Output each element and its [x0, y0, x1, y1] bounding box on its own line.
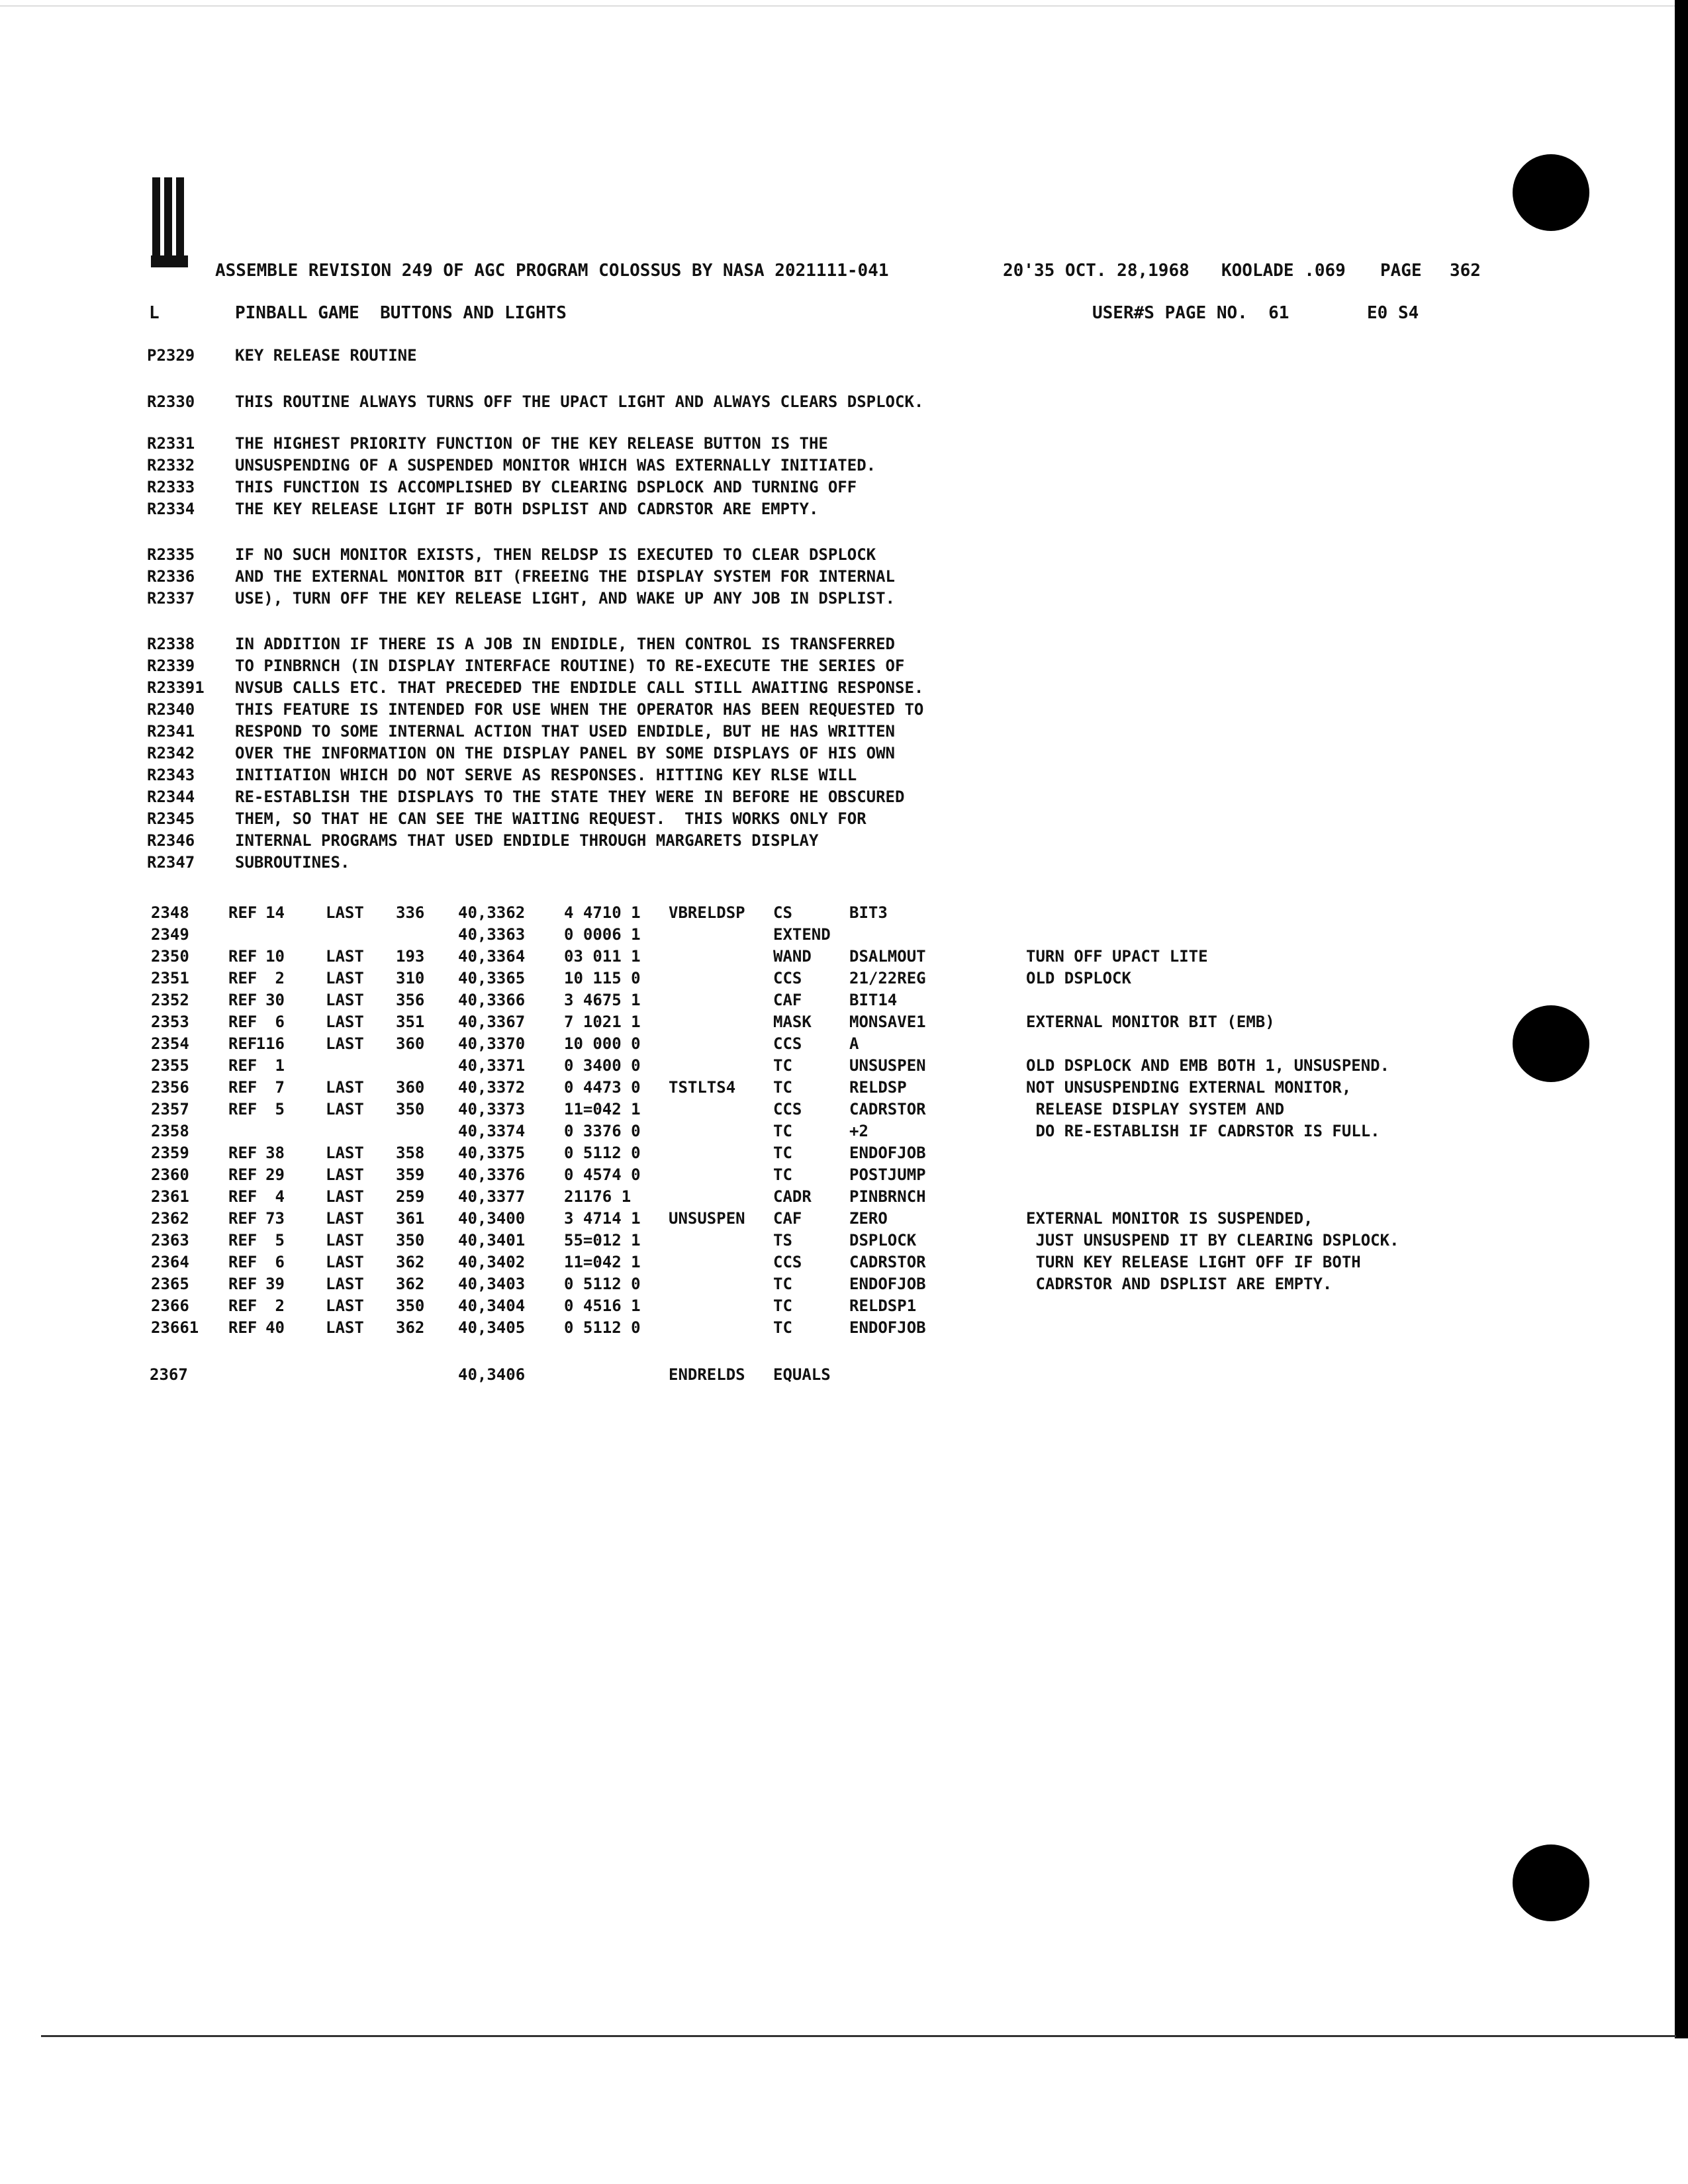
line-number: 2361: [151, 1187, 189, 1206]
ref-keyword: REF: [228, 1100, 258, 1118]
last-page: 362: [396, 1275, 425, 1293]
address: 40,3364: [458, 947, 526, 966]
remark-text: INTERNAL PROGRAMS THAT USED ENDIDLE THROUGH MARGARETS DISPLAY: [235, 831, 819, 850]
operand: A: [849, 1034, 859, 1053]
address: 40,3405: [458, 1318, 526, 1337]
last-keyword: LAST: [326, 1013, 364, 1031]
ref-keyword: REF: [228, 1013, 258, 1031]
object-code: 7 1021 1: [564, 1013, 641, 1031]
opcode: TS: [773, 1231, 792, 1250]
label: ENDRELDS: [669, 1365, 745, 1384]
comment: EXTERNAL MONITOR BIT (EMB): [1026, 1013, 1275, 1031]
address: 40,3367: [458, 1013, 526, 1031]
opcode: TC: [773, 1144, 792, 1162]
remark-text: IF NO SUCH MONITOR EXISTS, THEN RELDSP IS EXECUTED TO CLEAR DSPLOCK: [235, 545, 876, 564]
last-page: 358: [396, 1144, 425, 1162]
operand: BIT3: [849, 903, 888, 922]
last-page: 356: [396, 991, 425, 1009]
code-line: [0, 1078, 1456, 1100]
address: 40,3362: [458, 903, 526, 922]
operand: 21/22REG: [849, 969, 926, 987]
last-keyword: LAST: [326, 1187, 364, 1206]
object-code: 0 0006 1: [564, 925, 641, 944]
ref-keyword: REF: [228, 969, 258, 987]
remark-text: USE), TURN OFF THE KEY RELEASE LIGHT, AND WAKE UP ANY JOB IN DSPLIST.: [235, 589, 895, 608]
opcode: CADR: [773, 1187, 812, 1206]
code-line: [0, 903, 1456, 925]
ref-keyword: REF: [228, 1209, 258, 1228]
remark-line-id: R2341: [147, 722, 195, 741]
remark-text: THE HIGHEST PRIORITY FUNCTION OF THE KEY RELEASE BUTTON IS THE: [235, 434, 828, 453]
address: 40,3371: [458, 1056, 526, 1075]
ref-count: 10: [265, 947, 285, 966]
last-page: 350: [396, 1100, 425, 1118]
remark-text: UNSUSPENDING OF A SUSPENDED MONITOR WHICH WAS EXTERNALLY INITIATED.: [235, 456, 876, 475]
comment: EXTERNAL MONITOR IS SUSPENDED,: [1026, 1209, 1313, 1228]
last-keyword: LAST: [326, 1165, 364, 1184]
code-line: [0, 1122, 1456, 1144]
address: 40,3374: [458, 1122, 526, 1140]
ref-keyword: REF: [228, 1056, 258, 1075]
address: 40,3363: [458, 925, 526, 944]
label: UNSUSPEN: [669, 1209, 745, 1228]
last-keyword: LAST: [326, 1144, 364, 1162]
header-timestamp: 20'35 OCT. 28,1968: [1003, 261, 1190, 281]
code-line: [0, 1318, 1456, 1340]
object-code: 21176 1: [564, 1187, 632, 1206]
last-page: 360: [396, 1078, 425, 1097]
code-line: [0, 1144, 1456, 1165]
remark-line-id: R2340: [147, 700, 195, 719]
line-number: 2355: [151, 1056, 189, 1075]
last-keyword: LAST: [326, 1275, 364, 1293]
operand: ENDOFJOB: [849, 1318, 926, 1337]
remark-line-id: R2336: [147, 567, 195, 586]
remark-text: OVER THE INFORMATION ON THE DISPLAY PANEL BY SOME DISPLAYS OF HIS OWN: [235, 744, 895, 762]
last-keyword: LAST: [326, 1100, 364, 1118]
remark-text: THE KEY RELEASE LIGHT IF BOTH DSPLIST AND CADRSTOR ARE EMPTY.: [235, 500, 819, 518]
final-code-line: [0, 1365, 831, 1387]
ref-count: 39: [265, 1275, 285, 1293]
code-line: [0, 1165, 1456, 1187]
line-number: 2357: [151, 1100, 189, 1118]
ref-keyword: REF: [228, 1253, 258, 1271]
remark-text: THIS ROUTINE ALWAYS TURNS OFF THE UPACT LIGHT AND ALWAYS CLEARS DSPLOCK.: [235, 392, 924, 411]
remark-text: RESPOND TO SOME INTERNAL ACTION THAT USED ENDIDLE, BUT HE HAS WRITTEN: [235, 722, 895, 741]
last-page: 361: [396, 1209, 425, 1228]
last-keyword: LAST: [326, 1318, 364, 1337]
operand: POSTJUMP: [849, 1165, 926, 1184]
label: VBRELDSP: [669, 903, 745, 922]
remark-text: SUBROUTINES.: [235, 853, 350, 872]
header-marker: L: [149, 303, 160, 323]
operand: CADRSTOR: [849, 1100, 926, 1118]
code-line: [0, 1034, 1456, 1056]
assembly-header: ASSEMBLE REVISION 249 OF AGC PROGRAM COLOSSUS BY NASA 2021111-041: [215, 261, 889, 281]
operand: UNSUSPEN: [849, 1056, 926, 1075]
object-code: 3 4675 1: [564, 991, 641, 1009]
remark-text: TO PINBRNCH (IN DISPLAY INTERFACE ROUTINE) TO RE-EXECUTE THE SERIES OF: [235, 657, 905, 675]
line-number: 2358: [151, 1122, 189, 1140]
opcode: CCS: [773, 1100, 802, 1118]
operand: PINBRNCH: [849, 1187, 926, 1206]
last-page: 310: [396, 969, 425, 987]
last-keyword: LAST: [326, 947, 364, 966]
line-number: 2365: [151, 1275, 189, 1293]
right-scan-border: [1675, 0, 1688, 2038]
ref-count: 6: [275, 1253, 285, 1271]
remark-line-id: R2346: [147, 831, 195, 850]
last-page: 362: [396, 1318, 425, 1337]
address: 40,3370: [458, 1034, 526, 1053]
opcode: CS: [773, 903, 792, 922]
operand: DSPLOCK: [849, 1231, 917, 1250]
remark-line-id: R2338: [147, 635, 195, 653]
comment: JUST UNSUSPEND IT BY CLEARING DSPLOCK.: [1026, 1231, 1399, 1250]
ref-keyword: REF: [228, 1165, 258, 1184]
remark-text: IN ADDITION IF THERE IS A JOB IN ENDIDLE, THEN CONTROL IS TRANSFERRED: [235, 635, 895, 653]
line-number: 2349: [151, 925, 189, 944]
line-number: 23661: [151, 1318, 199, 1337]
opcode: TC: [773, 1078, 792, 1097]
ref-count: 14: [265, 903, 285, 922]
last-keyword: LAST: [326, 1297, 364, 1315]
opcode: EQUALS: [773, 1365, 831, 1384]
comment: CADRSTOR AND DSPLIST ARE EMPTY.: [1026, 1275, 1333, 1293]
object-code: 0 4473 0: [564, 1078, 641, 1097]
object-code: 3 4714 1: [564, 1209, 641, 1228]
opcode: TC: [773, 1275, 792, 1293]
object-code: 0 3400 0: [564, 1056, 641, 1075]
ref-keyword: REF: [228, 1034, 258, 1053]
ref-keyword: REF: [228, 1187, 258, 1206]
code-line: [0, 925, 1456, 947]
address: 40,3404: [458, 1297, 526, 1315]
comment: RELEASE DISPLAY SYSTEM AND: [1026, 1100, 1285, 1118]
code-line: [0, 1275, 1456, 1297]
code-line: [0, 1056, 1456, 1078]
last-keyword: LAST: [326, 1034, 364, 1053]
object-code: 0 4574 0: [564, 1165, 641, 1184]
ref-keyword: REF: [228, 991, 258, 1009]
header-page-number: 362: [1450, 261, 1481, 281]
line-number: 2353: [151, 1013, 189, 1031]
last-page: 350: [396, 1297, 425, 1315]
remark-line-id: R2339: [147, 657, 195, 675]
line-number: 2360: [151, 1165, 189, 1184]
last-page: 362: [396, 1253, 425, 1271]
routine-title: KEY RELEASE ROUTINE: [235, 346, 417, 365]
object-code: 11=042 1: [564, 1253, 641, 1271]
remark-line-id: R23391: [147, 678, 205, 697]
opcode: CCS: [773, 1253, 802, 1271]
operand: ENDOFJOB: [849, 1275, 926, 1293]
ref-count: 2: [275, 1297, 285, 1315]
object-code: 10 115 0: [564, 969, 641, 987]
opcode: CCS: [773, 969, 802, 987]
line-number: 2367: [150, 1365, 188, 1384]
ref-keyword: REF: [228, 1275, 258, 1293]
last-keyword: LAST: [326, 1209, 364, 1228]
ref-count: 116: [256, 1034, 285, 1053]
last-keyword: LAST: [326, 1253, 364, 1271]
comment: DO RE-ESTABLISH IF CADRSTOR IS FULL.: [1026, 1122, 1380, 1140]
code-line: [0, 1187, 1456, 1209]
remark-text: THIS FUNCTION IS ACCOMPLISHED BY CLEARING DSPLOCK AND TURNING OFF: [235, 478, 857, 496]
code-line: [0, 1231, 1456, 1253]
address: 40,3401: [458, 1231, 526, 1250]
opcode: TC: [773, 1056, 792, 1075]
last-page: 259: [396, 1187, 425, 1206]
address: 40,3366: [458, 991, 526, 1009]
line-number: 2348: [151, 903, 189, 922]
ref-keyword: REF: [228, 903, 258, 922]
address: 40,3365: [458, 969, 526, 987]
ref-keyword: REF: [228, 1297, 258, 1315]
users-page-number: USER#S PAGE NO. 61: [1092, 303, 1289, 323]
opcode: CCS: [773, 1034, 802, 1053]
opcode: CAF: [773, 1209, 802, 1228]
address: 40,3377: [458, 1187, 526, 1206]
address: 40,3403: [458, 1275, 526, 1293]
address: 40,3400: [458, 1209, 526, 1228]
last-keyword: LAST: [326, 903, 364, 922]
header-koolade: KOOLADE .069: [1221, 261, 1346, 281]
ref-keyword: REF: [228, 1144, 258, 1162]
code-line: [0, 947, 1456, 969]
object-code: 03 011 1: [564, 947, 641, 966]
operand: CADRSTOR: [849, 1253, 926, 1271]
code-line: [0, 1013, 1456, 1034]
ref-keyword: REF: [228, 947, 258, 966]
line-number: 2362: [151, 1209, 189, 1228]
ref-count: 6: [275, 1013, 285, 1031]
code-line: [0, 1297, 1456, 1318]
object-code: 55=012 1: [564, 1231, 641, 1250]
object-code: 4 4710 1: [564, 903, 641, 922]
remark-line-id: R2335: [147, 545, 195, 564]
operand: ZERO: [849, 1209, 888, 1228]
header-page-label: PAGE: [1380, 261, 1422, 281]
punch-hole-top: [1513, 154, 1589, 231]
address: 40,3376: [458, 1165, 526, 1184]
last-page: 351: [396, 1013, 425, 1031]
last-keyword: LAST: [326, 1078, 364, 1097]
ref-count: 30: [265, 991, 285, 1009]
remark-text: AND THE EXTERNAL MONITOR BIT (FREEING THE DISPLAY SYSTEM FOR INTERNAL: [235, 567, 895, 586]
last-page: 336: [396, 903, 425, 922]
line-number: 2350: [151, 947, 189, 966]
address: 40,3372: [458, 1078, 526, 1097]
object-code: 0 5112 0: [564, 1144, 641, 1162]
title-line-id: P2329: [147, 346, 195, 365]
operand: MONSAVE1: [849, 1013, 926, 1031]
top-edge-line: [0, 5, 1675, 7]
header-code: E0 S4: [1367, 303, 1419, 323]
last-keyword: LAST: [326, 991, 364, 1009]
object-code: 0 5112 0: [564, 1275, 641, 1293]
last-page: 360: [396, 1034, 425, 1053]
ref-keyword: REF: [228, 1231, 258, 1250]
object-code: 0 4516 1: [564, 1297, 641, 1315]
ref-count: 5: [275, 1100, 285, 1118]
remark-line-id: R2332: [147, 456, 195, 475]
last-keyword: LAST: [326, 1231, 364, 1250]
code-line: [0, 969, 1456, 991]
label: TSTLTS4: [669, 1078, 736, 1097]
address: 40,3375: [458, 1144, 526, 1162]
opcode: TC: [773, 1297, 792, 1315]
remark-line-id: R2343: [147, 766, 195, 784]
ref-keyword: REF: [228, 1078, 258, 1097]
remark-line-id: R2337: [147, 589, 195, 608]
code-line: [0, 1253, 1456, 1275]
ref-count: 73: [265, 1209, 285, 1228]
remark-text: INITIATION WHICH DO NOT SERVE AS RESPONSES. HITTING KEY RLSE WILL: [235, 766, 857, 784]
bottom-edge-line: [41, 2035, 1676, 2037]
remark-line-id: R2333: [147, 478, 195, 496]
operand: RELDSP: [849, 1078, 907, 1097]
last-page: 193: [396, 947, 425, 966]
line-number: 2356: [151, 1078, 189, 1097]
operand: BIT14: [849, 991, 898, 1009]
remark-line-id: R2342: [147, 744, 195, 762]
ref-keyword: REF: [228, 1318, 258, 1337]
remark-line-id: R2345: [147, 809, 195, 828]
operand: ENDOFJOB: [849, 1144, 926, 1162]
comment: OLD DSPLOCK AND EMB BOTH 1, UNSUSPEND.: [1026, 1056, 1390, 1075]
ref-count: 4: [275, 1187, 285, 1206]
opcode: TC: [773, 1122, 792, 1140]
remark-line-id: R2344: [147, 788, 195, 806]
line-number: 2354: [151, 1034, 189, 1053]
remark-text: NVSUB CALLS ETC. THAT PRECEDED THE ENDIDLE CALL STILL AWAITING RESPONSE.: [235, 678, 924, 697]
line-number: 2351: [151, 969, 189, 987]
comment: NOT UNSUSPENDING EXTERNAL MONITOR,: [1026, 1078, 1352, 1097]
code-line: [0, 1209, 1456, 1231]
comment: OLD DSPLOCK: [1026, 969, 1131, 987]
address: 40,3406: [458, 1365, 526, 1384]
remark-text: THEM, SO THAT HE CAN SEE THE WAITING REQUEST. THIS WORKS ONLY FOR: [235, 809, 867, 828]
operand: +2: [849, 1122, 868, 1140]
line-number: 2363: [151, 1231, 189, 1250]
opcode: EXTEND: [773, 925, 831, 944]
remark-text: THIS FEATURE IS INTENDED FOR USE WHEN THE OPERATOR HAS BEEN REQUESTED TO: [235, 700, 924, 719]
operand: RELDSP1: [849, 1297, 917, 1315]
ref-count: 29: [265, 1165, 285, 1184]
opcode: WAND: [773, 947, 812, 966]
address: 40,3402: [458, 1253, 526, 1271]
remark-line-id: R2330: [147, 392, 195, 411]
last-keyword: LAST: [326, 969, 364, 987]
last-page: 350: [396, 1231, 425, 1250]
code-line: [0, 991, 1456, 1013]
comment: TURN OFF UPACT LITE: [1026, 947, 1208, 966]
code-line: [0, 1100, 1456, 1122]
ref-count: 40: [265, 1318, 285, 1337]
operand: DSALMOUT: [849, 947, 926, 966]
object-code: 11=042 1: [564, 1100, 641, 1118]
remark-line-id: R2331: [147, 434, 195, 453]
opcode: CAF: [773, 991, 802, 1009]
remark-line-id: R2334: [147, 500, 195, 518]
ref-count: 38: [265, 1144, 285, 1162]
object-code: 0 3376 0: [564, 1122, 641, 1140]
line-number: 2352: [151, 991, 189, 1009]
ref-count: 7: [275, 1078, 285, 1097]
object-code: 0 5112 0: [564, 1318, 641, 1337]
remark-text: RE-ESTABLISH THE DISPLAYS TO THE STATE THEY WERE IN BEFORE HE OBSCURED: [235, 788, 905, 806]
line-number: 2364: [151, 1253, 189, 1271]
line-number: 2359: [151, 1144, 189, 1162]
opcode: MASK: [773, 1013, 812, 1031]
comment: TURN KEY RELEASE LIGHT OFF IF BOTH: [1026, 1253, 1361, 1271]
ref-count: 2: [275, 969, 285, 987]
punch-hole-middle: [1513, 1005, 1589, 1082]
section-title: PINBALL GAME BUTTONS AND LIGHTS: [235, 303, 567, 323]
object-code: 10 000 0: [564, 1034, 641, 1053]
opcode: TC: [773, 1165, 792, 1184]
punch-hole-bottom: [1513, 1844, 1589, 1921]
remark-line-id: R2347: [147, 853, 195, 872]
ref-count: 1: [275, 1056, 285, 1075]
line-number: 2366: [151, 1297, 189, 1315]
opcode: TC: [773, 1318, 792, 1337]
address: 40,3373: [458, 1100, 526, 1118]
ref-count: 5: [275, 1231, 285, 1250]
last-page: 359: [396, 1165, 425, 1184]
